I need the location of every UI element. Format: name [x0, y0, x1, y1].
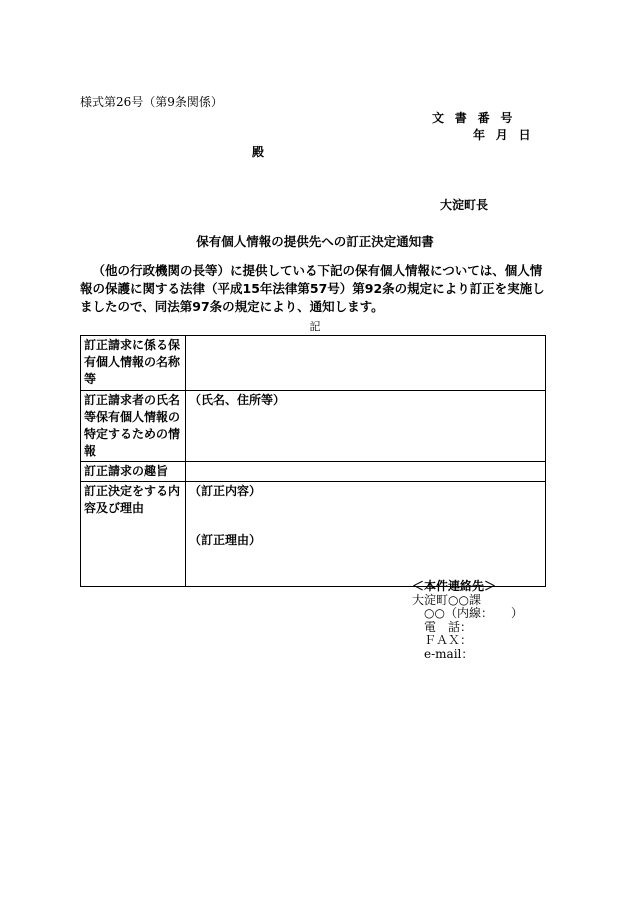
form-number: 様式第26号（第9条関係） — [80, 95, 223, 109]
row-value — [186, 462, 546, 482]
contact-header: ＜本件連絡先＞ — [412, 579, 497, 593]
table-row — [81, 462, 546, 482]
contact-email: e-mail： — [412, 646, 474, 661]
row-value — [186, 336, 546, 391]
row-label: 訂正請求の趣旨 — [81, 462, 186, 482]
ki-label: 記 — [309, 320, 321, 333]
contact-department: 大淀町○○課 — [412, 592, 481, 607]
table-row — [81, 482, 546, 587]
contact-block — [412, 580, 523, 661]
body-text: （他の行政機関の長等）に提供している下記の保有個人情報については、個人情報の保護に関する法律（平成15年法律第57号）第92条の規定により訂正を実施しましたので、同法第97条の規定により、通知します。 — [80, 263, 545, 314]
correction-content-label: （訂正内容） — [189, 484, 262, 498]
info-table — [80, 335, 546, 587]
table-row — [81, 336, 546, 391]
document-title: 保有個人情報の提供先への訂正決定通知書 — [196, 234, 434, 249]
document-number-label: 文書番号 — [432, 111, 524, 125]
row-label: 訂正決定をする内容及び理由 — [81, 482, 186, 587]
sender: 大淀町長 — [440, 198, 489, 212]
contact-fax: ＦＡＸ： — [412, 633, 473, 647]
table-row — [81, 391, 546, 462]
row-label: 訂正請求者の氏名等保有個人情報の特定するための情報 — [81, 391, 186, 462]
row-label: 訂正請求に係る保有個人情報の名称等 — [81, 336, 186, 391]
correction-reason-label: （訂正理由） — [189, 533, 262, 547]
contact-phone: 電 話： — [412, 619, 473, 634]
row-value — [186, 482, 546, 587]
date-label: 年月日 — [473, 128, 542, 142]
row-value: （氏名、住所等） — [186, 391, 546, 462]
addressee: 殿 — [252, 145, 265, 159]
contact-extension: ○○（内線： ） — [412, 606, 523, 620]
